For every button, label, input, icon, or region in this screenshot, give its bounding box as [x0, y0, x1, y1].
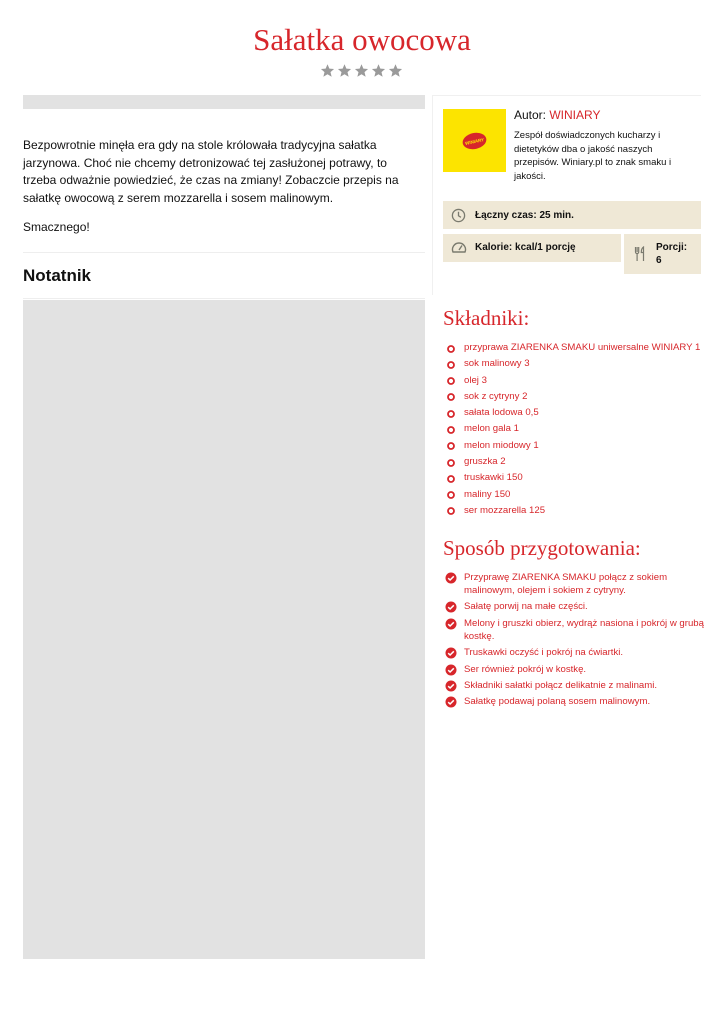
ingredient-item: [443, 357, 713, 373]
star-icon[interactable]: [371, 63, 386, 78]
portions-box: [624, 234, 701, 274]
portions-label: Porcji:: [656, 242, 688, 253]
ring-bullet-icon: [447, 474, 455, 482]
ingredient-text: sok z cytryny 2: [464, 390, 528, 402]
author-line: [514, 108, 600, 122]
intro-paragraph: Bezpowrotnie minęła era gdy na stole królowała tradycyjna sałatka jarzynowa. Choć nie chcemy detronizować tej zasłużonej potrawy, to trzeba odważnie powiedzieć, że czas na zmiany! Zobaczcie przepis na sałatkę owocową z serem mozzarella i sosem malinowym.: [23, 138, 399, 205]
total-time: Łączny czas: 25 min.: [475, 210, 574, 221]
step-text: Melony i gruszki obierz, wydrąż nasiona i pokrój w grubą kostkę.: [464, 617, 704, 642]
step-text: Sałatkę podawaj polaną sosem malinowym.: [464, 696, 651, 708]
check-circle-icon: [445, 664, 457, 676]
star-icon[interactable]: [388, 63, 403, 78]
ingredient-item: [443, 390, 713, 406]
total-time-box: [443, 201, 701, 229]
clock-icon: [451, 208, 466, 226]
ring-bullet-icon: [447, 506, 455, 514]
author-name-link[interactable]: WINIARY: [549, 108, 601, 122]
logo-text: WINIARY: [464, 137, 485, 146]
recipe-title: Sałatka owocowa: [253, 22, 471, 57]
ingredient-item: [443, 488, 713, 504]
step-text: Truskawki oczyść i pokrój na ćwiartki.: [464, 647, 624, 659]
ingredient-item: [443, 471, 713, 487]
check-circle-icon: [445, 696, 457, 708]
preparation-step: [443, 600, 704, 613]
section-divider: [23, 298, 425, 299]
ingredient-text: sałata lodowa 0,5: [464, 407, 539, 419]
preparation-step: [443, 695, 704, 708]
ingredient-item: [443, 455, 713, 471]
image-placeholder-bar: [23, 95, 425, 109]
portions-value: 6: [656, 255, 662, 266]
section-divider: [23, 252, 425, 253]
check-circle-icon: [445, 601, 457, 613]
ingredient-item: [443, 406, 713, 422]
ingredients-list: [443, 341, 713, 520]
ring-bullet-icon: [447, 441, 455, 449]
notes-heading: Notatnik: [23, 266, 91, 285]
ring-bullet-icon: [447, 360, 455, 368]
ingredient-item: [443, 341, 713, 357]
star-icon[interactable]: [320, 63, 335, 78]
preparation-step: [443, 617, 704, 643]
star-icon[interactable]: [354, 63, 369, 78]
preparation-heading: Sposób przygotowania:: [443, 536, 641, 560]
ingredient-item: [443, 422, 713, 438]
preparation-step: [443, 663, 704, 676]
ring-bullet-icon: [447, 392, 455, 400]
ring-bullet-icon: [447, 344, 455, 352]
check-circle-icon: [445, 618, 457, 630]
preparation-step: [443, 571, 704, 597]
preparation-steps: [443, 571, 713, 712]
star-icon[interactable]: [337, 63, 352, 78]
author-description: Zespół doświadczonych kucharzy i dietetyków dba o jakość naszych przepisów. Winiary.pl to znak smaku i jakości.: [514, 130, 672, 182]
intro-closing: Smacznego!: [23, 220, 90, 234]
notes-area[interactable]: [23, 300, 425, 959]
gauge-icon: [451, 240, 467, 258]
ingredient-text: olej 3: [464, 374, 487, 386]
ingredient-text: przyprawa ZIARENKA SMAKU uniwersalne WINIARY 1: [464, 342, 701, 353]
rating-stars[interactable]: [320, 63, 403, 78]
ring-bullet-icon: [447, 425, 455, 433]
calories: Kalorie: kcal/1 porcję: [475, 242, 576, 253]
ingredient-text: truskawki 150: [464, 472, 523, 484]
calories-box: [443, 234, 621, 262]
ingredient-text: melon gala 1: [464, 423, 519, 435]
step-text: Przyprawę ZIARENKA SMAKU połącz z sokiem malinowym, olejem i sokiem z cytryny.: [464, 572, 668, 596]
ingredient-text: melon miodowy 1: [464, 439, 539, 451]
author-logo[interactable]: [443, 109, 506, 172]
ingredient-item: [443, 439, 713, 455]
cutlery-icon: [634, 246, 646, 265]
preparation-step: [443, 646, 704, 659]
step-text: Sałatę porwij na małe części.: [464, 601, 588, 613]
ingredient-text: gruszka 2: [464, 456, 506, 468]
ring-bullet-icon: [447, 376, 455, 384]
portions: [656, 241, 687, 267]
ingredient-text: ser mozzarella 125: [464, 504, 546, 516]
ingredients-heading: Składniki:: [443, 306, 530, 330]
ingredient-text: sok malinowy 3: [464, 358, 530, 370]
ingredient-item: [443, 374, 713, 390]
ring-bullet-icon: [447, 458, 455, 466]
author-label: Autor:: [514, 108, 547, 122]
ring-bullet-icon: [447, 490, 455, 498]
column-divider: [432, 95, 433, 295]
check-circle-icon: [445, 647, 457, 659]
check-circle-icon: [445, 572, 457, 584]
step-text: Składniki sałatki połącz delikatnie z malinami.: [464, 679, 658, 691]
check-circle-icon: [445, 680, 457, 692]
recipe-intro: [23, 137, 423, 207]
sidebar-divider: [433, 95, 701, 96]
preparation-step: [443, 679, 704, 692]
ingredient-text: maliny 150: [464, 488, 511, 500]
step-text: Ser również pokrój w kostkę.: [464, 663, 587, 675]
ring-bullet-icon: [447, 409, 455, 417]
ingredient-item: [443, 504, 713, 520]
